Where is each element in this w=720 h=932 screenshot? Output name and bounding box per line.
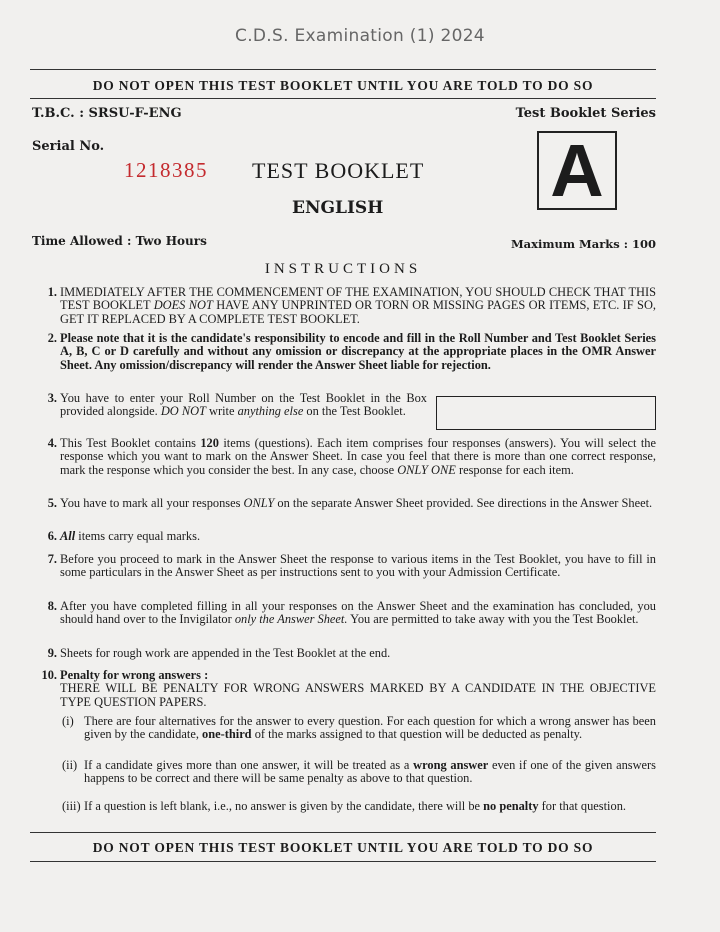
- penalty-sub-item-i: (i) There are four alternatives for the answer to every question. For each question for which a wrong answer has been given by the candidate, one-third of the marks assigned to that question will be deducted as penalty.: [62, 714, 656, 742]
- instruction-item-9: 9. Sheets for rough work are appended in the Test Booklet at the end.: [32, 647, 656, 660]
- instruction-item-10: [32, 669, 656, 709]
- top-divider: [30, 69, 656, 70]
- penalty-sub-item-iii: (iii) If a question is left blank, i.e., no answer is given by the candidate, there will be no penalty for that question.: [62, 799, 626, 813]
- penalty-statement: THERE WILL BE PENALTY FOR WRONG ANSWERS MARKED BY A CANDIDATE IN THE OBJECTIVE TYPE QUESTION PAPERS.: [60, 681, 656, 709]
- instruction-item-5: 5. You have to mark all your responses ONLY on the separate Answer Sheet provided. See directions in the Answer Sheet.: [32, 497, 656, 510]
- item-number: 4.: [47, 436, 57, 450]
- top-warning-banner: DO NOT OPEN THIS TEST BOOKLET UNTIL YOU ARE TOLD TO DO SO: [92, 78, 594, 93]
- top-divider-lower: [30, 98, 656, 99]
- series-letter: A: [550, 128, 604, 212]
- bottom-divider: [30, 832, 656, 833]
- serial-number: 1218385: [124, 158, 208, 182]
- exam-stamp: C.D.S. Examination (1) 2024: [235, 26, 485, 46]
- series-letter-box: [537, 128, 617, 212]
- item-number: 8.: [47, 599, 57, 613]
- item-number: 2.: [47, 331, 57, 345]
- instruction-item-3: 3. You have to enter your Roll Number on the Test Booklet in the Box provided alongside. DO NOT write anything else on the Test Booklet.: [32, 392, 427, 419]
- series-label: Test Booklet Series: [515, 106, 656, 121]
- roll-number-box[interactable]: [436, 396, 656, 430]
- item-number: 7.: [47, 552, 57, 566]
- instruction-item-4: 4. This Test Booklet contains 120 items (questions). Each item comprises four responses (answers). You will select the response which you want to mark on the Answer Sheet. In case you feel that there is more than one correct response, mark the response which you consider the best. In any case, choose ONLY ONE response for each item.: [32, 437, 656, 477]
- instructions-heading: INSTRUCTIONS: [264, 261, 422, 277]
- instruction-item-7: 7. Before you proceed to mark in the Answer Sheet the response to various items in the Test Booklet, you have to fill in some particulars in the Answer Sheet as per instructions sent to you with your Admission Certificate.: [32, 553, 656, 580]
- serial-label: Serial No.: [32, 139, 105, 154]
- time-allowed: Time Allowed : Two Hours: [32, 234, 207, 248]
- penalty-title: Penalty for wrong answers :: [60, 668, 209, 682]
- instruction-item-8: 8. After you have completed filling in all your responses on the Answer Sheet and the examination has concluded, you should hand over to the Invigilator only the Answer Sheet. You are permitted to take away with you the Test Booklet.: [32, 600, 656, 627]
- subject-title: ENGLISH: [292, 198, 384, 218]
- item-number: 1.: [47, 285, 57, 299]
- item-number: 9.: [47, 646, 57, 660]
- item-number: 6.: [47, 529, 57, 543]
- item-number: 5.: [47, 496, 57, 510]
- item-number: 3.: [47, 391, 57, 405]
- instruction-item-1: 1. IMMEDIATELY AFTER THE COMMENCEMENT OF THE EXAMINATION, YOU SHOULD CHECK THAT THIS TEST BOOKLET DOES NOT HAVE ANY UNPRINTED OR TORN OR MISSING PAGES OR ITEMS, ETC. IF SO, GET IT REPLACED BY A COMPLETE TEST BOOKLET.: [32, 286, 656, 326]
- instruction-item-2: 2. Please note that it is the candidate's responsibility to encode and fill in the Roll Number and Test Booklet Series A, B, C or D carefully and without any omission or discrepancy at the appropriate places in the OMR Answer Sheet. Any omission/discrepancy will render the Answer Sheet liable for rejection.: [32, 332, 656, 372]
- max-marks: Maximum Marks : 100: [510, 237, 656, 251]
- bottom-divider-lower: [30, 861, 656, 862]
- tbc-code: T.B.C. : SRSU-F-ENG: [32, 106, 182, 121]
- instruction-item-6: 6. All items carry equal marks.: [32, 530, 656, 543]
- item-number: 10.: [41, 668, 57, 682]
- bottom-warning-banner: DO NOT OPEN THIS TEST BOOKLET UNTIL YOU ARE TOLD TO DO SO: [92, 840, 594, 855]
- penalty-sub-item-ii: (ii) If a candidate gives more than one answer, it will be treated as a wrong answer even if one of the given answers happens to be correct and there will be same penalty as above to that question.: [62, 758, 656, 786]
- booklet-title: TEST BOOKLET: [252, 158, 425, 183]
